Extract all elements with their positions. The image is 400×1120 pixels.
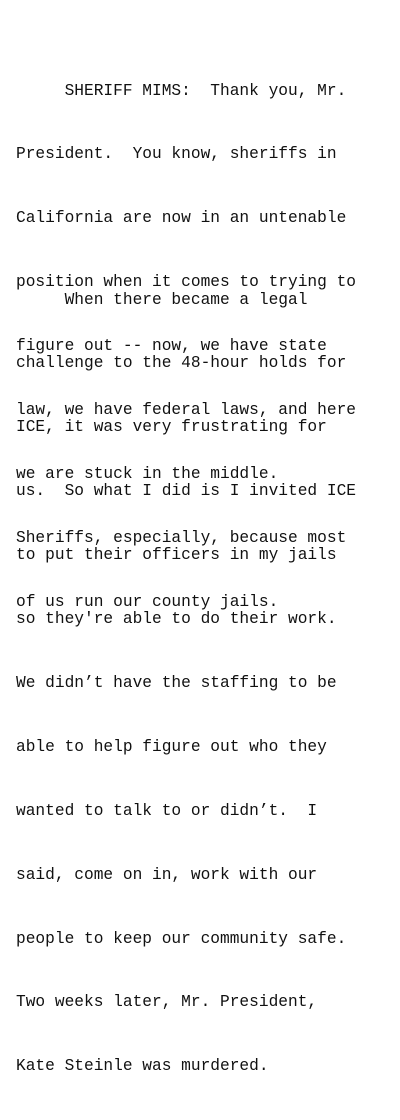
text-line: Sheriffs, especially, because most xyxy=(16,528,347,547)
text-line: figure out -- now, we have state xyxy=(16,337,327,356)
text-line: wanted to talk to or didn’t. I xyxy=(16,801,318,820)
text-line: We didn’t have the staffing to be xyxy=(16,673,337,692)
text-line: Kate Steinle was murdered. xyxy=(16,1057,269,1076)
text-line: able to help figure out who they xyxy=(16,737,327,756)
text-line: ICE, it was very frustrating for xyxy=(16,418,327,437)
text-line: When there became a legal xyxy=(16,290,308,309)
paragraph-ice-holds xyxy=(16,247,400,1120)
text-line: we are stuck in the middle. xyxy=(16,464,279,483)
text-line: California are now in an untenable xyxy=(16,209,347,228)
text-line: to put their officers in my jails xyxy=(16,546,337,565)
text-line: people to keep our community safe. xyxy=(16,929,347,948)
text-line: challenge to the 48-hour holds for xyxy=(16,354,347,373)
text-line: said, come on in, work with our xyxy=(16,865,318,884)
text-line: President. You know, sheriffs in xyxy=(16,145,337,164)
text-line: position when it comes to trying to xyxy=(16,273,356,292)
text-line: SHERIFF MIMS: Thank you, Mr. xyxy=(16,81,347,100)
text-line: Two weeks later, Mr. President, xyxy=(16,993,318,1012)
text-line: so they're able to do their work. xyxy=(16,610,337,629)
text-line: law, we have federal laws, and here xyxy=(16,401,356,420)
text-line: us. So what I did is I invited ICE xyxy=(16,482,356,501)
text-line: of us run our county jails. xyxy=(16,592,279,611)
